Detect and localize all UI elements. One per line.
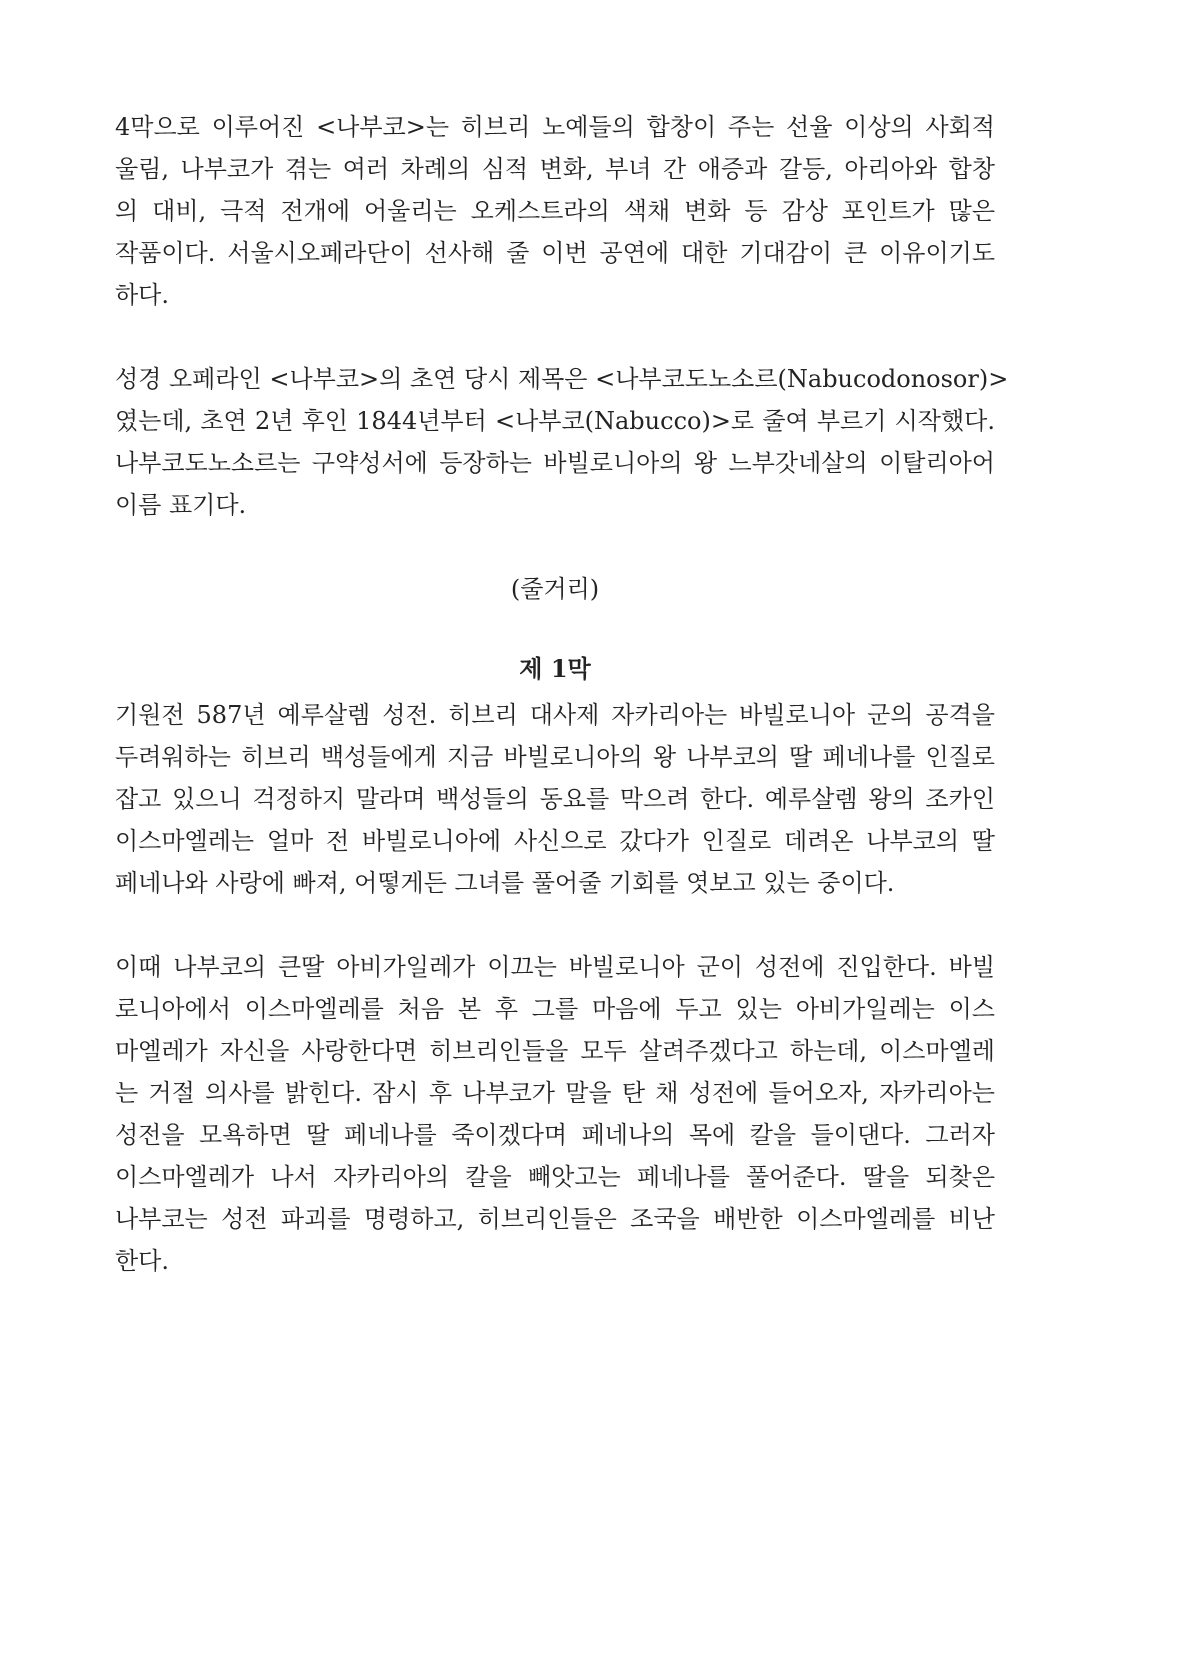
text-line: 이름 표기다. [115,491,247,519]
text-line: 성경 오페라인 <나부코>의 초연 당시 제목은 <나부코도노소르(Nabucodonosor)> [115,365,1009,393]
text-line: 이스마엘레가 나서 자카리아의 칼을 빼앗고는 페네나를 풀어준다. 딸을 되찾은 [115,1163,995,1191]
intro-paragraph-1 [115,106,995,316]
text-line: 는 거절 의사를 밝힌다. 잠시 후 나부코가 말을 탄 채 성전에 들어오자, 자카리아는 [115,1079,995,1107]
text-line: 울림, 나부코가 겪는 여러 차례의 심적 변화, 부녀 간 애증과 갈등, 아리아와 합창 [115,155,995,183]
text-line: 였는데, 초연 2년 후인 1844년부터 <나부코(Nabucco)>로 줄여 부르기 시작했다. [115,407,995,435]
text-line: 잡고 있으니 걱정하지 말라며 백성들의 동요를 막으려 한다. 예루살렘 왕의 조카인 [115,785,995,813]
text-line: 작품이다. 서울시오페라단이 선사해 줄 이번 공연에 대한 기대감이 큰 이유이기도 [115,239,995,267]
text-line: 하다. [115,281,169,309]
act-1-title: 제 1막 [519,654,591,683]
text-line: 마엘레가 자신을 사랑한다면 히브리인들을 모두 살려주겠다고 하는데, 이스마엘레 [115,1037,995,1065]
intro-paragraph-2 [115,358,1009,526]
act-1-paragraph-2 [115,946,995,1282]
text-line: 의 대비, 극적 전개에 어울리는 오케스트라의 색채 변화 등 감상 포인트가 많은 [115,197,995,225]
text-line: 성전을 모욕하면 딸 페네나를 죽이겠다며 페네나의 목에 칼을 들이댄다. 그러자 [115,1121,995,1149]
text-line: 4막으로 이루어진 <나부코>는 히브리 노예들의 합창이 주는 선율 이상의 사회적 [115,113,995,141]
act-1-paragraph-1 [115,694,995,904]
synopsis-heading: (줄거리) [510,575,600,603]
text-line: 이때 나부코의 큰딸 아비가일레가 이끄는 바빌로니아 군이 성전에 진입한다. 바빌 [115,953,995,981]
document-page [115,106,1009,1324]
text-line: 나부코는 성전 파괴를 명령하고, 히브리인들은 조국을 배반한 이스마엘레를 비난 [115,1205,995,1233]
text-line: 나부코도노소르는 구약성서에 등장하는 바빌로니아의 왕 느부갓네살의 이탈리아어 [115,449,995,477]
text-line: 한다. [115,1247,169,1275]
text-line: 두려워하는 히브리 백성들에게 지금 바빌로니아의 왕 나부코의 딸 페네나를 인질로 [115,743,995,771]
text-line: 로니아에서 이스마엘레를 처음 본 후 그를 마음에 두고 있는 아비가일레는 이스 [115,995,995,1023]
text-line: 기원전 587년 예루살렘 성전. 히브리 대사제 자카리아는 바빌로니아 군의 공격을 [115,701,995,729]
text-line: 이스마엘레는 얼마 전 바빌로니아에 사신으로 갔다가 인질로 데려온 나부코의 딸 [115,827,995,855]
text-line: 페네나와 사랑에 빠져, 어떻게든 그녀를 풀어줄 기회를 엿보고 있는 중이다. [115,869,895,897]
